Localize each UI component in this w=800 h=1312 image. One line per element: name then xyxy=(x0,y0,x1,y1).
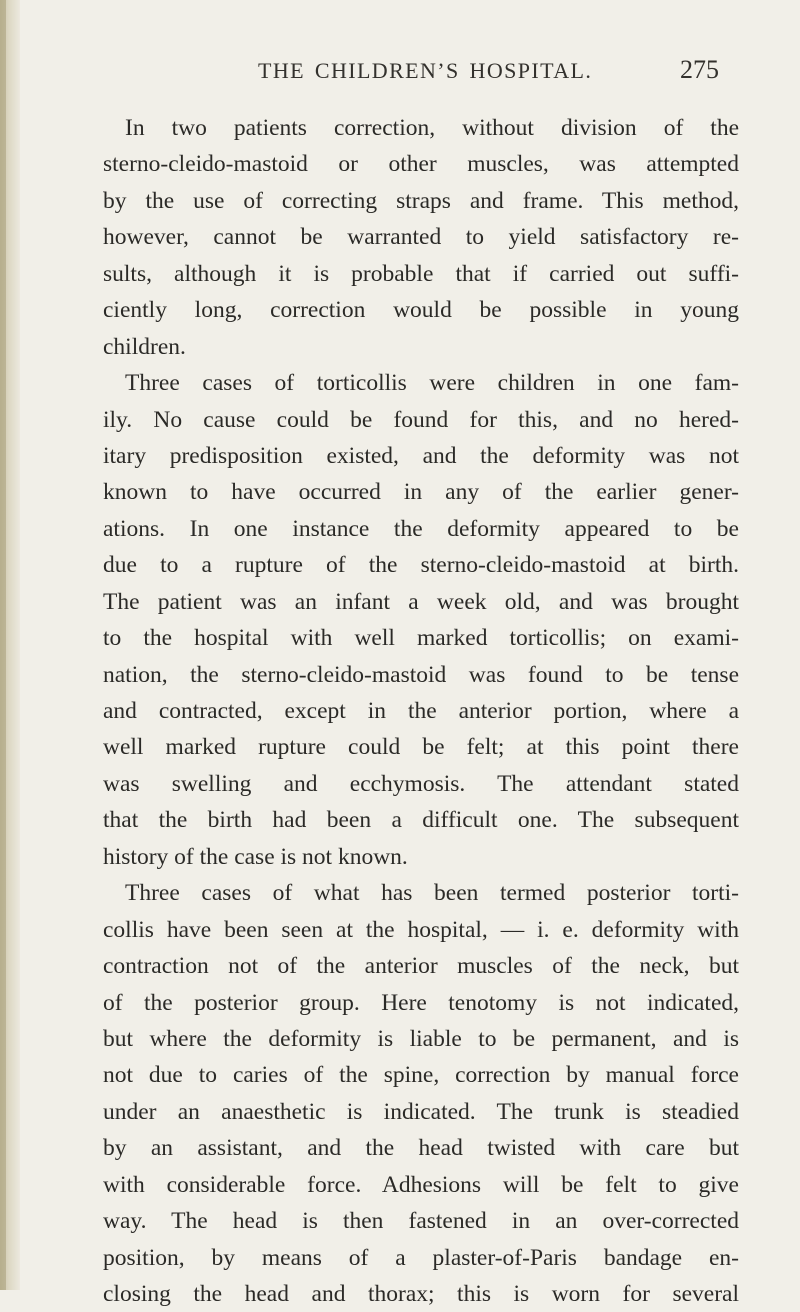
text-line: known to have occurred in any of the earlier gener- xyxy=(103,479,739,506)
text-line: that the birth had been a difficult one. The subsequent xyxy=(103,807,739,834)
text-line: The patient was an infant a week old, and was brought xyxy=(103,588,739,615)
text-line: not due to caries of the spine, correction by manual force xyxy=(103,1062,739,1089)
text-line: of the posterior group. Here tenotomy is not indicated, xyxy=(103,989,739,1016)
text-line: sults, although it is probable that if carried out suffi- xyxy=(103,260,739,287)
text-line: Three cases of torticollis were children in one fam- xyxy=(125,370,739,397)
text-line: nation, the sterno-cleido-mastoid was found to be tense xyxy=(103,661,739,688)
text-line: by the use of correcting straps and frame. This method, xyxy=(103,187,739,214)
text-line: itary predisposition existed, and the deformity was not xyxy=(103,442,739,469)
text-line: to the hospital with well marked torticollis; on exami- xyxy=(103,625,739,652)
text-line: ations. In one instance the deformity appeared to be xyxy=(103,515,739,542)
text-line: due to a rupture of the sterno-cleido-mastoid at birth. xyxy=(103,552,739,579)
text-line: well marked rupture could be felt; at this point there xyxy=(103,734,739,761)
text-line: way. The head is then fastened in an over-corrected xyxy=(103,1208,739,1235)
text-line: collis have been seen at the hospital, — i. e. deformity with xyxy=(103,916,739,943)
text-line: however, cannot be warranted to yield satisfactory re- xyxy=(103,224,739,251)
text-line: history of the case is not known. xyxy=(103,843,408,870)
text-line: closing the head and thorax; this is worn for several xyxy=(103,1281,739,1307)
text-line: with considerable force. Adhesions will be felt to give xyxy=(103,1171,739,1198)
running-head: THE CHILDREN’S HOSPITAL. xyxy=(258,58,593,83)
text-line: ily. No cause could be found for this, and no hered- xyxy=(103,406,739,433)
text-line: by an assistant, and the head twisted with care but xyxy=(103,1135,739,1162)
text-line: ciently long, correction would be possible in young xyxy=(103,297,739,324)
text-line: position, by means of a plaster-of-Paris bandage en- xyxy=(103,1244,739,1271)
text-line: under an anaesthetic is indicated. The trunk is steadied xyxy=(103,1098,739,1125)
text-line: contraction not of the anterior muscles of the neck, but xyxy=(103,953,739,980)
text-line: sterno-cleido-mastoid or other muscles, was attempted xyxy=(103,151,739,178)
page-number: 275 xyxy=(680,55,719,84)
body-text xyxy=(103,110,739,1312)
text-line: In two patients correction, without division of the xyxy=(125,115,739,141)
text-line: Three cases of what has been termed posterior torti- xyxy=(125,880,739,907)
text-line: children. xyxy=(103,333,186,360)
text-line: but where the deformity is liable to be permanent, and is xyxy=(103,1025,739,1052)
text-line: was swelling and ecchymosis. The attendant stated xyxy=(103,770,739,797)
text-line: and contracted, except in the anterior portion, where a xyxy=(103,698,739,724)
